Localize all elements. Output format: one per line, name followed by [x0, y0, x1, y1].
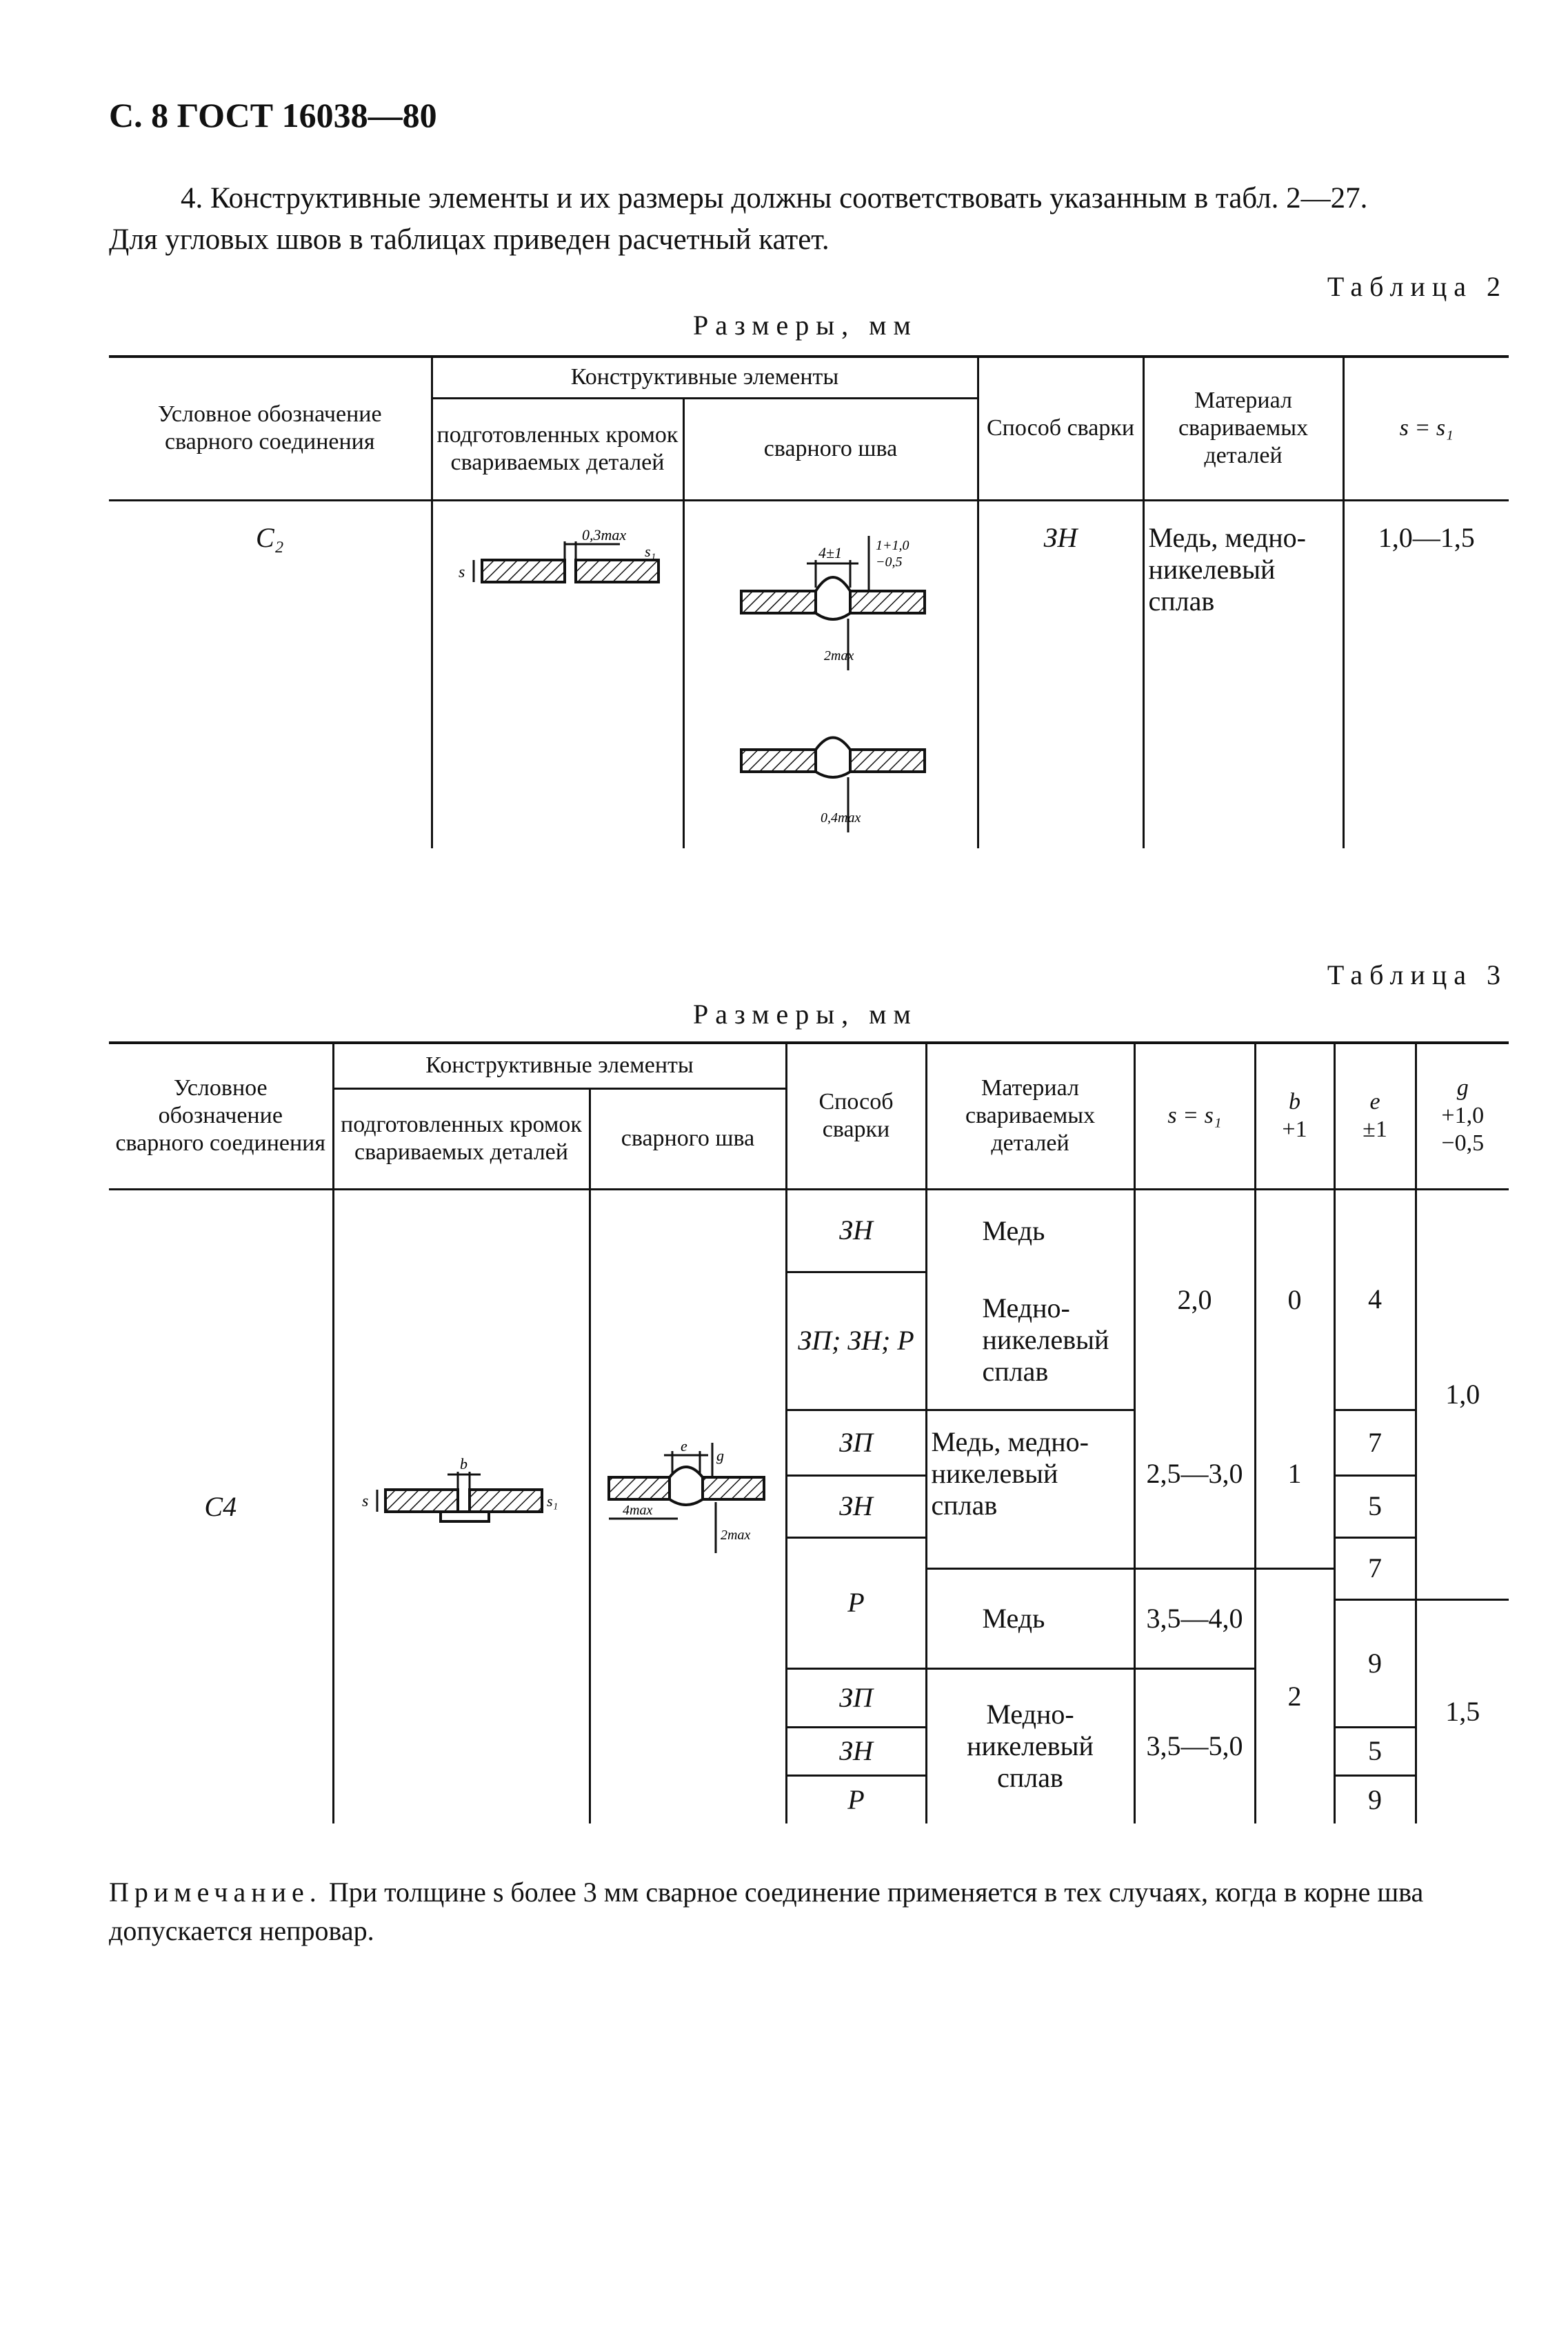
t3-method-7: ЗН	[786, 1727, 926, 1775]
t2-root-label: 2max	[823, 648, 854, 663]
t3-method-4: ЗН	[786, 1475, 926, 1537]
note-label: Примечание.	[109, 1877, 322, 1908]
t2-root2-label: 0,4max	[820, 810, 861, 826]
t3-thickness-1: 2,0	[1134, 1189, 1255, 1410]
intro-line-1: 4. Конструктивные элементы и их размеры должны соответствовать указанным в табл. 2—27.	[181, 182, 1368, 214]
table-note	[109, 1873, 1509, 1950]
t2-gap-label: 0,3max	[581, 528, 626, 543]
t3-e-1: 4	[1334, 1189, 1416, 1410]
t3-header-g	[1416, 1043, 1509, 1189]
t3-header-b-sym: b	[1289, 1089, 1301, 1115]
t3-lap-label: 4max	[622, 1503, 652, 1519]
table3-units: Размеры, мм	[693, 999, 918, 1030]
t3-material-2: Медно-никелевый сплав	[926, 1272, 1134, 1410]
t2-header-method: Способ сварки	[978, 357, 1143, 500]
t2-header-elements: Конструктивные элементы	[432, 357, 978, 398]
t3-g-label: g	[716, 1447, 724, 1465]
t3-edges-drawing	[333, 1189, 590, 1823]
t3-edges-sketch	[358, 1457, 565, 1553]
t3-e-4: 7	[1334, 1537, 1416, 1599]
t2-height-top: 1+1,0	[875, 537, 909, 553]
t3-material-3: Медь, медно-никелевый сплав	[926, 1410, 1134, 1537]
table2-label: Таблица 2	[1327, 271, 1507, 302]
t3-b-label: b	[460, 1457, 468, 1473]
t2-weld-bead-upper	[816, 577, 850, 619]
t3-header-e	[1334, 1043, 1416, 1189]
t2-header-designation: Условное обозначение сварного соединения	[109, 357, 432, 500]
note-text: При толщине s более 3 мм сварное соединение применяется в тех случаях, когда в корне шва допускается непровар.	[109, 1877, 1424, 1946]
t2-header-thickness: s = s₁	[1343, 357, 1509, 500]
t2-material: Медь, медно-никелевый сплав	[1143, 500, 1343, 848]
t3-header-edges: подготовленных кромок свариваемых деталей	[333, 1088, 590, 1189]
t2-edge-plate-right	[576, 560, 659, 582]
t2-designation: С₂	[255, 521, 284, 553]
t2-width-label: 4±1	[818, 543, 842, 561]
t3-header-weld: сварного шва	[590, 1088, 786, 1189]
intro-line-2: Для угловых швов в таблицах приведен расчетный катет.	[109, 223, 830, 256]
t3-header-method: Способ сварки	[786, 1043, 926, 1189]
t3-b-1: 0	[1255, 1189, 1334, 1410]
t2-method: ЗН	[978, 500, 1143, 848]
t2-s1-label: s₁	[644, 542, 656, 560]
t3-header-g-sym: g	[1456, 1075, 1469, 1101]
t3-weld-sketch	[595, 1436, 781, 1574]
t3-header-thickness: s = s₁	[1134, 1043, 1255, 1189]
page-header: С. 8 ГОСТ 16038—80	[109, 96, 437, 134]
t2-thickness: 1,0—1,5	[1343, 500, 1509, 848]
t2-edges-drawing	[432, 500, 683, 848]
t3-b-3: 2	[1255, 1568, 1334, 1823]
t3-e-2: 7	[1334, 1410, 1416, 1475]
t3-thickness-3: 3,5—4,0	[1134, 1568, 1255, 1668]
t3-method-8: Р	[786, 1775, 926, 1823]
t3-e-5: 9	[1334, 1599, 1416, 1727]
t2-weld-drawing	[683, 500, 978, 848]
t3-e-7: 9	[1334, 1775, 1416, 1823]
t2-s-label: s	[458, 563, 465, 581]
t2-edge-plate-left	[482, 560, 565, 582]
t2-header-weld: сварного шва	[683, 398, 978, 500]
t3-material-5: Медно-никелевый сплав	[926, 1668, 1134, 1823]
t3-weld-drawing	[590, 1189, 786, 1823]
t3-backing-strip	[441, 1512, 489, 1521]
t3-e-6: 5	[1334, 1727, 1416, 1775]
t3-material-4: Медь	[926, 1568, 1134, 1668]
table2-units: Размеры, мм	[693, 310, 918, 341]
t3-method-6: ЗП	[786, 1668, 926, 1727]
t3-header-g-tol1: +1,0	[1441, 1103, 1485, 1129]
t2-weld-sketch	[727, 522, 934, 839]
table-3	[109, 1041, 1509, 1823]
t2-header-material: Материал свариваемых деталей	[1143, 357, 1343, 500]
t3-designation: С4	[204, 1490, 237, 1522]
t3-header-e-sym: e	[1369, 1089, 1380, 1115]
t3-method-5: Р	[786, 1537, 926, 1668]
t3-material-1: Медь	[926, 1189, 1134, 1272]
t2-weld-bead-lower	[816, 737, 850, 777]
t3-header-g-tol2: −0,5	[1441, 1130, 1485, 1157]
t3-header-material: Материал свариваемых деталей	[926, 1043, 1134, 1189]
t2-height-bot: −0,5	[875, 554, 902, 570]
t2-header-edges: подготовленных кромок свариваемых деталей	[432, 398, 683, 500]
t3-b-2: 1	[1255, 1410, 1334, 1537]
t3-weld-bead	[670, 1467, 703, 1505]
t3-thickness-4: 3,5—5,0	[1134, 1668, 1255, 1823]
t3-root-label: 2max	[720, 1528, 750, 1543]
t3-header-b-tol: +1	[1282, 1117, 1307, 1143]
table3-label: Таблица 3	[1327, 959, 1507, 990]
t3-g-2: 1,5	[1416, 1599, 1509, 1823]
table-2	[109, 355, 1509, 848]
t2-edges-sketch	[454, 529, 661, 591]
t3-s-label: s	[362, 1492, 369, 1511]
t3-header-b	[1255, 1043, 1334, 1189]
t3-thickness-2: 2,5—3,0	[1134, 1410, 1255, 1537]
t3-g-1: 1,0	[1416, 1189, 1509, 1599]
t3-e-label: e	[680, 1437, 687, 1455]
t3-method-2: ЗП; ЗН; Р	[786, 1272, 926, 1410]
t3-header-e-tol: ±1	[1363, 1117, 1387, 1143]
t3-method-1: ЗН	[786, 1189, 926, 1272]
t3-header-elements: Конструктивные элементы	[333, 1043, 786, 1088]
t3-header-designation: Условное обозначение сварного соединения	[109, 1043, 333, 1189]
t3-method-3: ЗП	[786, 1410, 926, 1475]
t3-s1-label: s₁	[547, 1492, 559, 1510]
t3-e-3: 5	[1334, 1475, 1416, 1537]
